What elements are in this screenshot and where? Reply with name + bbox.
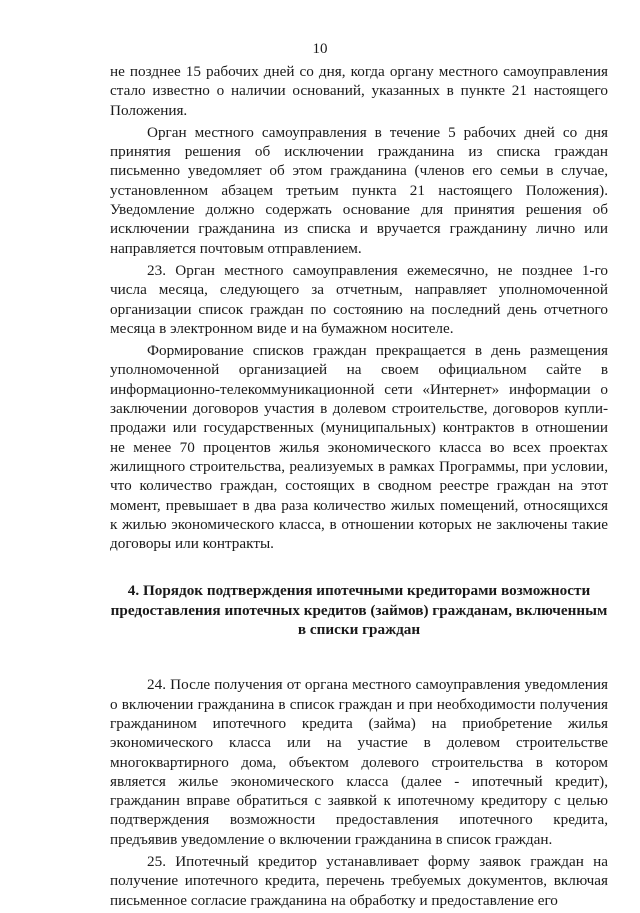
paragraph-item-25: 25. Ипотечный кредитор устанавливает форму заявок граждан на получение ипотечного кредита, перечень требуемых документов, включая письменное согласие гражданина на обработку и предоставление его (110, 852, 608, 909)
paragraph-list-formation: Формирование списков граждан прекращается в день размещения уполномоченной организацией на своем официальном сайте в информационно-телекоммуникационной сети «Интернет» информации о заключении договоров участия в долевом строительстве, договоров купли-продажи или государственных (муниципальных) контрактов в отношении не менее 70 процентов жилья экономического класса во всех проектах жилищного строительства, реализуемых в рамках Программы, при условии, что количество граждан, состоящих в сводном реестре граждан на этот момент, превышает в два раза количество жилых помещений, относящихся к жилью экономического класса, в отношении которых не заключены такие договоры или контракты. (110, 342, 608, 553)
paragraph-item-23: 23. Орган местного самоуправления ежемесячно, не позднее 1-го числа месяца, следующего за отчетным, направляет уполномоченной организации список граждан по состоянию на последний день отчетного месяца в электронном виде и на бумажном носителе. (110, 261, 608, 337)
section-heading: 4. Порядок подтверждения ипотечными кредиторами возможности предоставления ипотечных кредитов (займов) гражданам, включенным в списки граждан (110, 582, 608, 639)
paragraph-continuation: не позднее 15 рабочих дней со дня, когда органу местного самоуправления стало известно о наличии оснований, указанных в пункте 21 настоящего Положения. (110, 63, 608, 119)
heading-spacer (110, 639, 608, 675)
paragraph-item-24: 24. После получения от органа местного самоуправления уведомления о включении гражданина в список граждан и при необходимости получения гражданином ипотечного кредита (займа) на приобретение жилья экономического класса или на участие в долевом строительстве многоквартирного дома, объектом долевого строительства в котором является жилье экономического класса (далее - ипотечный кредит), гражданин вправе обратиться с заявкой к ипотечному кредитору с целью подтверждения возможности предоставления ипотечного кредита, предъявив уведомление о включении гражданина в список граждан. (110, 676, 608, 848)
paragraph-notification: Орган местного самоуправления в течение 5 рабочих дней со дня принятия решения об исключении гражданина из списка граждан письменно уведомляет об этом гражданина (членов его семьи в случае, установленном абзацем третьим пункта 21 настоящего Положения). Уведомление должно содержать основание для принятия решения об исключении гражданина из списка и вручается гражданину лично или направляется почтовым отправлением. (110, 123, 608, 257)
document-body (110, 62, 608, 913)
page-number: 10 (312, 41, 328, 57)
